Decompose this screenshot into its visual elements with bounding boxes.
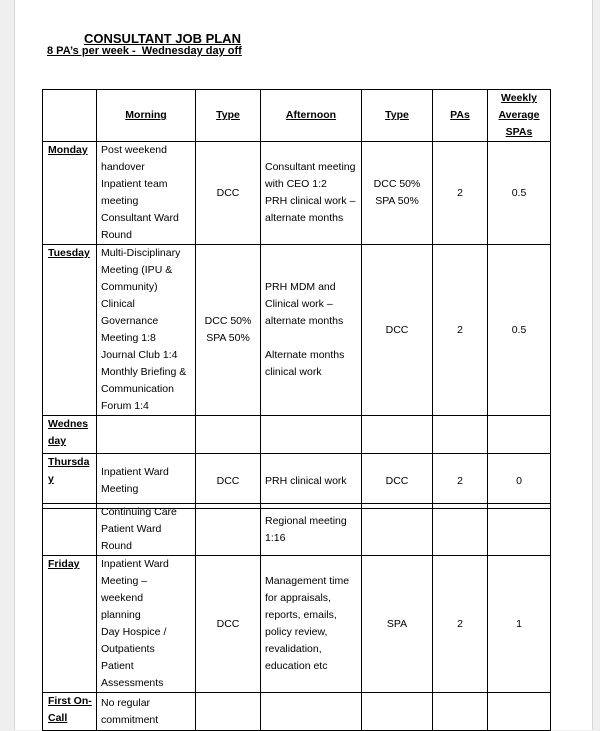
tuesday-afternoon: PRH MDM and Clinical work – alternate months Alternate months clinical work xyxy=(261,245,362,416)
table-row-wednesday xyxy=(43,416,551,454)
header-type: Type xyxy=(196,90,261,142)
first-on-call-type-afternoon xyxy=(362,693,433,731)
header-weekly-line: SPAs xyxy=(505,126,533,138)
wednesday-type-afternoon xyxy=(362,416,433,454)
first-on-call-morning: No regular commitment xyxy=(97,693,196,731)
table-row-friday xyxy=(43,556,551,693)
first-on-call-type xyxy=(196,693,261,731)
day-label-monday: Monday xyxy=(43,142,97,245)
day-label-thursday: Thursda y xyxy=(43,454,97,509)
continuing-spas xyxy=(488,504,551,556)
job-plan-table-1 xyxy=(42,89,551,509)
table-row-first-on-call xyxy=(43,693,551,731)
first-on-call-afternoon xyxy=(261,693,362,731)
thursday-pas: 2 xyxy=(433,454,488,509)
table-row-thursday xyxy=(43,454,551,509)
header-row xyxy=(43,90,551,142)
friday-type-afternoon: SPA xyxy=(362,556,433,693)
table-row-tuesday xyxy=(43,245,551,416)
tuesday-type-afternoon: DCC xyxy=(362,245,433,416)
monday-type-afternoon: DCC 50% SPA 50% xyxy=(362,142,433,245)
wednesday-type xyxy=(196,416,261,454)
first-on-call-pas xyxy=(433,693,488,731)
monday-pas: 2 xyxy=(433,142,488,245)
continuing-type xyxy=(196,504,261,556)
day-label-tuesday: Tuesday xyxy=(43,245,97,416)
tuesday-morning: Multi-Disciplinary Meeting (IPU & Community) Clinical Governance Meeting 1:8 Journal Club 1:4 Monthly Briefing & Communication Forum 1:4 xyxy=(97,245,196,416)
thursday-afternoon: PRH clinical work xyxy=(261,454,362,509)
continuing-pas xyxy=(433,504,488,556)
day-label-friday: Friday xyxy=(43,556,97,693)
wednesday-morning xyxy=(97,416,196,454)
header-afternoon: Afternoon xyxy=(261,90,362,142)
friday-spas: 1 xyxy=(488,556,551,693)
continuing-morning: Continuing Care Patient Ward Round xyxy=(97,504,196,556)
table-row-continuing-care xyxy=(43,504,551,556)
continuing-day-cell xyxy=(43,504,97,556)
friday-afternoon: Management time for appraisals, reports, emails, policy review, revalidation, education etc xyxy=(261,556,362,693)
header-type-afternoon: Type xyxy=(362,90,433,142)
thursday-morning: Inpatient Ward Meeting xyxy=(97,454,196,509)
table-row-monday xyxy=(43,142,551,245)
header-weekly-line: Weekly xyxy=(501,92,537,104)
wednesday-spas xyxy=(488,416,551,454)
day-label-first-on-call: First On- Call xyxy=(43,693,97,731)
monday-type: DCC xyxy=(196,142,261,245)
thursday-spas: 0 xyxy=(488,454,551,509)
document-subtitle: 8 PA’s per week - Wednesday day off xyxy=(47,45,242,57)
thursday-type-afternoon: DCC xyxy=(362,454,433,509)
document-title: CONSULTANT JOB PLAN xyxy=(84,31,241,46)
day-label-wednesday: Wednes day xyxy=(43,416,97,454)
header-morning: Morning xyxy=(97,90,196,142)
monday-afternoon: Consultant meeting with CEO 1:2 PRH clinical work – alternate months xyxy=(261,142,362,245)
friday-type: DCC xyxy=(196,556,261,693)
job-plan-table-2 xyxy=(42,503,551,731)
friday-pas: 2 xyxy=(433,556,488,693)
monday-morning: Post weekend handover Inpatient team meeting Consultant Ward Round xyxy=(97,142,196,245)
tuesday-spas: 0.5 xyxy=(488,245,551,416)
continuing-type-afternoon xyxy=(362,504,433,556)
wednesday-afternoon xyxy=(261,416,362,454)
tuesday-pas: 2 xyxy=(433,245,488,416)
continuing-afternoon: Regional meeting 1:16 xyxy=(261,504,362,556)
friday-morning: Inpatient Ward Meeting – weekend planning Day Hospice / Outpatients Patient Assessments xyxy=(97,556,196,693)
wednesday-pas xyxy=(433,416,488,454)
monday-spas: 0.5 xyxy=(488,142,551,245)
header-pas: PAs xyxy=(433,90,488,142)
header-weekly-line: Average xyxy=(498,109,540,121)
first-on-call-spas xyxy=(488,693,551,731)
header-day-cell xyxy=(43,90,97,142)
thursday-type: DCC xyxy=(196,454,261,509)
tuesday-type: DCC 50% SPA 50% xyxy=(196,245,261,416)
header-weekly-average-spas xyxy=(488,90,551,142)
